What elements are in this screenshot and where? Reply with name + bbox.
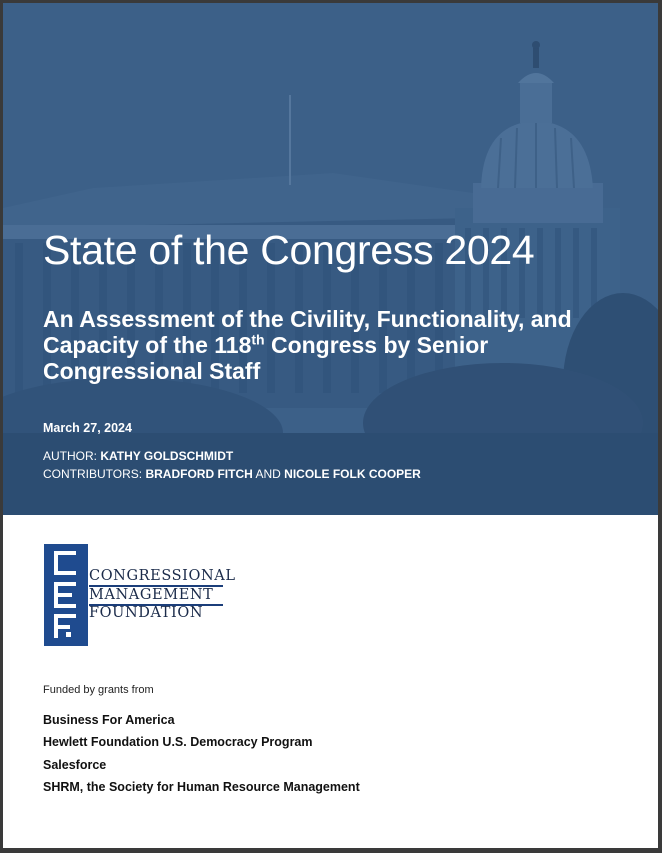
cmf-logo-mark [44, 544, 88, 646]
funder-item: Salesforce [43, 757, 107, 772]
logo-text-line-2: MANAGEMENT [89, 587, 214, 603]
author-label: AUTHOR: [43, 449, 97, 463]
report-title: State of the Congress 2024 [43, 227, 535, 273]
contributors-label: CONTRIBUTORS: [43, 467, 143, 481]
logo-text-line-1: CONGRESSIONAL [89, 568, 236, 584]
publication-date: March 27, 2024 [43, 421, 132, 435]
author-name: KATHY GOLDSCHMIDT [100, 449, 234, 463]
contributors-conjunction: AND [255, 467, 281, 481]
cover-hero-banner [3, 3, 658, 515]
funders-list [43, 709, 360, 798]
subtitle-text-start: An Assessment of the Civility, Functionality, and Capacity of the 118 [43, 306, 572, 358]
report-subtitle [43, 306, 603, 384]
contributor-name-2: NICOLE FOLK COOPER [284, 467, 421, 481]
funder-item: Hewlett Foundation U.S. Democracy Program [43, 735, 313, 750]
subtitle-superscript: th [251, 331, 265, 348]
contributor-name-1: BRADFORD FITCH [145, 467, 253, 481]
subtitle-text-end: Congress by Senior Congressional Staff [43, 332, 489, 384]
funding-label: Funded by grants from [43, 684, 154, 696]
logo-text-line-3: FOUNDATION [89, 605, 204, 621]
author-line [43, 449, 233, 463]
contributors-line [43, 467, 421, 481]
funder-item: SHRM, the Society for Human Resource Management [43, 779, 360, 794]
report-cover-page [3, 3, 658, 848]
funder-item: Business For America [43, 713, 175, 727]
